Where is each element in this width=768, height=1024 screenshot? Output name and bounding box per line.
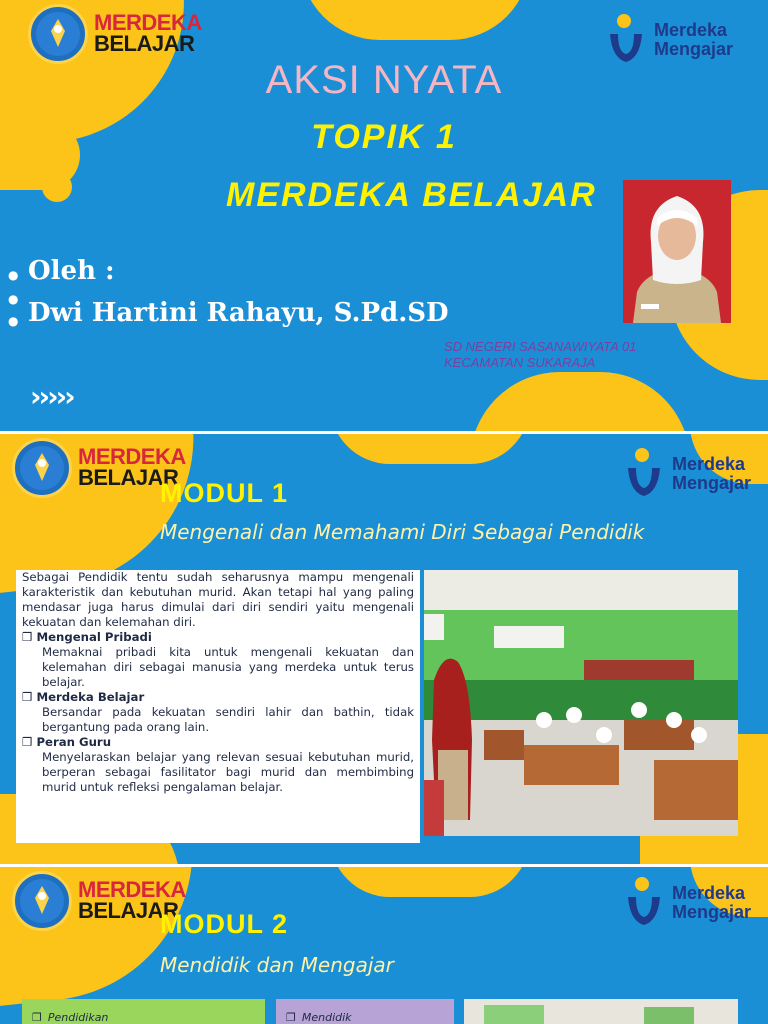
merdeka-mengajar-logo: [624, 875, 751, 931]
box-heading: ❒ Mendidik: [286, 1011, 352, 1024]
classroom-photo-2: [464, 999, 738, 1024]
school-line-2: KECAMATAN SUKARAJA: [444, 355, 596, 371]
point-text: Memaknai pribadi kita untuk mengenali kekuatan dan kelemahan diri sebagai manusia yang merdeka untuk terus belajar.: [42, 645, 414, 689]
tut-wuri-handayani-emblem-icon: [12, 871, 72, 931]
classroom-photo: [424, 570, 738, 836]
logo-line-2: Mengajar: [672, 902, 752, 922]
info-box-pendidikan: [22, 999, 265, 1024]
chevron-right-icon: ›››››: [30, 814, 73, 847]
logo-line-2: BELAJAR: [78, 898, 179, 923]
module-title: MODUL 1: [160, 478, 289, 508]
logo-line-1: Merdeka: [654, 20, 728, 41]
bullet-dot: ●: [8, 292, 19, 306]
decor-blob: [330, 867, 530, 897]
decor-dot: [42, 172, 72, 202]
school-line-1: SD NEGERI SASANAWIYATA 01: [444, 339, 637, 354]
logo-line-2: Mengajar: [672, 473, 752, 493]
logo-line-2: Mengajar: [654, 39, 734, 59]
slide-title: AKSI NYATA: [265, 58, 503, 102]
author-name: Dwi Hartini Rahayu, S.Pd.SD: [28, 298, 449, 328]
box-heading: ❒ Pendidikan: [32, 1011, 108, 1024]
logo-line-1: Merdeka: [672, 454, 746, 475]
decor-blob: [330, 434, 530, 464]
point-text: Menyelaraskan belajar yang relevan sesuai kebutuhan murid, berperan sebagai fasilitator bagi murid dan membimbing murid untuk refleksi pengalaman belajar.: [42, 750, 414, 794]
merdeka-mengajar-logo: [624, 446, 751, 502]
by-label: Oleh :: [28, 256, 115, 286]
logo-line-2: BELAJAR: [78, 465, 179, 490]
point-heading: ❒ Merdeka Belajar: [22, 690, 414, 705]
module-subtitle: Mengenali dan Memahami Diri Sebagai Pendidik: [160, 520, 645, 544]
point-text: Bersandar pada kekuatan sendiri lahir dan bathin, tidak bergantung pada orang lain.: [42, 705, 414, 734]
decor-dot: [566, 378, 586, 398]
chevron-right-icon: ›››››: [30, 380, 73, 413]
logo-line-2: BELAJAR: [94, 31, 195, 56]
merdeka-mengajar-logo-icon: [624, 875, 664, 931]
tut-wuri-handayani-emblem-icon: [12, 438, 72, 498]
decor-blob: [300, 0, 530, 40]
tut-wuri-handayani-emblem-icon: [28, 4, 88, 64]
merdeka-mengajar-logo-icon: [624, 446, 664, 502]
intro-paragraph: Sebagai Pendidik tentu sudah seharusnya mampu mengenali karakteristik dan kebutuhan murid. Akan tetapi hal yang paling mendasar juga harus dimulai dari diri sendiri yaitu mengenali kekuatan dan kelemahan diri.: [22, 570, 414, 629]
logo-line-1: MERDEKA: [78, 877, 186, 903]
module-subtitle: Mendidik dan Mengajar: [160, 953, 394, 977]
school-name: [444, 339, 636, 372]
logo-line-1: MERDEKA: [94, 10, 202, 36]
module-1-text: [16, 570, 420, 843]
module-title: MODUL 2: [160, 909, 289, 939]
bullet-dot: ●: [8, 314, 19, 328]
point-heading: ❒ Mengenal Pribadi: [22, 630, 414, 645]
slide-subtitle: MERDEKA BELAJAR: [226, 176, 597, 214]
topic-label: TOPIK 1: [311, 118, 457, 156]
logo-line-1: MERDEKA: [78, 444, 186, 470]
merdeka-belajar-logo: [28, 4, 202, 64]
logo-line-1: Merdeka: [672, 883, 746, 904]
point-heading: ❒ Peran Guru: [22, 735, 414, 750]
info-box-mendidik: [276, 999, 454, 1024]
author-photo: [623, 180, 731, 323]
slide-cover: [0, 0, 768, 431]
bullet-dot: ●: [8, 268, 19, 282]
